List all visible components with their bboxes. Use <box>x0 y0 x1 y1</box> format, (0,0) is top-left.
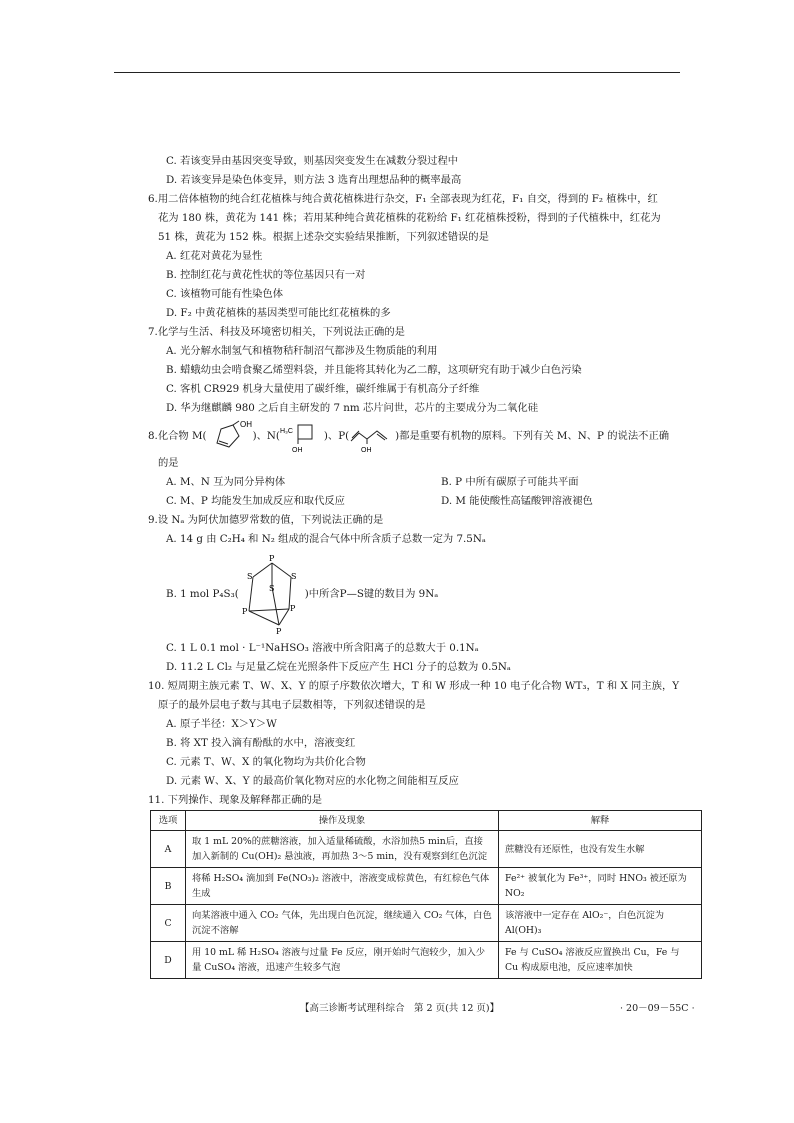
q6-option-a: A. 红花对黄花为显性 <box>166 250 263 262</box>
q8-option-c: C. M、P 均能发生加成反应和取代反应 <box>166 495 345 507</box>
row-operation: 向某溶液中通入 CO₂ 气体，先出现白色沉淀，继续通入 CO₂ 气体，白色沉淀不溶解 <box>186 905 499 942</box>
q10-option-b: B. 将 XT 投入滴有酚酞的水中，溶液变红 <box>166 737 356 749</box>
s-atom-middle: S <box>268 584 275 593</box>
q8-stem-line2: 的是 <box>158 457 179 469</box>
compound-m-structure <box>207 419 253 453</box>
p-atom-right: P <box>289 604 296 613</box>
table-row <box>151 868 702 905</box>
q6-stem-line2: 花为 180 株，黄花为 141 株；若用某种纯合黄花植株的花粉给 F₁ 红花植株授粉，得到的子代植株中，红花为 <box>158 212 661 224</box>
q8-p-label: )、P( <box>323 429 350 442</box>
q7-option-a: A. 光分解水制氢气和植物秸秆制沼气都涉及生物质能的利用 <box>166 345 438 357</box>
q10-stem-line2: 原子的最外层电子数与其电子层数相等，下列叙述错误的是 <box>158 699 426 711</box>
q10-option-c: C. 元素 T、W、X 的氧化物均为共价化合物 <box>166 756 366 768</box>
table-row <box>151 831 702 868</box>
header-option: 选项 <box>151 811 186 831</box>
q6-stem-line1: 6.用二倍体植物的纯合红花植株与纯合黄花植株进行杂交，F₁ 全部表现为红花，F₁ 自交，得到的 F₂ 植株中，红 <box>148 193 658 205</box>
row-operation: 将稀 H₂SO₄ 滴加到 Fe(NO₃)₂ 溶液中，溶液变成棕黄色，有红棕色气体生成 <box>186 868 499 905</box>
q8-stem-end: )都是重要有机物的原料。下列有关 M、N、P 的说法不正确 <box>395 429 670 442</box>
q9-option-b <box>148 549 698 639</box>
q7-stem: 7.化学与生活、科技及环境密切相关，下列说法正确的是 <box>148 326 405 338</box>
header-rule <box>114 72 680 73</box>
header-explanation: 解释 <box>499 811 702 831</box>
p-atom-left: P <box>241 607 248 616</box>
p-atom-bottom: P <box>275 627 282 636</box>
row-explanation: Fe 与 CuSO₄ 溶液反应置换出 Cu，Fe 与 Cu 构成原电池，反应速率加快 <box>499 942 702 979</box>
q8-option-d: D. M 能使酸性高锰酸钾溶液褪色 <box>441 495 593 507</box>
q6-option-c: C. 该植物可能有性染色体 <box>166 288 284 300</box>
header-operation: 操作及现象 <box>186 811 499 831</box>
row-operation: 取 1 mL 20%的蔗糖溶液，加入适量稀硫酸，水浴加热5 min后，直接加入新制的 Cu(OH)₂ 悬浊液，再加热 3～5 min，没有观察到红色沉淀 <box>186 831 499 868</box>
q11-table <box>150 810 702 979</box>
row-option: C <box>151 905 186 942</box>
footer-page-info: 【高三诊断考试理科综合 第 2 页(共 12 页)】 <box>300 1003 500 1014</box>
q6-option-b: B. 控制红花与黄花性状的等位基因只有一对 <box>166 269 366 281</box>
prev-option-c: C. 若该变异由基因突变导致，则基因突变发生在减数分裂过程中 <box>166 155 459 167</box>
table-header-row <box>151 811 702 831</box>
q9-option-b-pre: B. 1 mol P₄S₃( <box>166 587 239 600</box>
q7-option-b: B. 蜡蛾幼虫会啃食聚乙烯塑料袋，并且能将其转化为乙二醇，这项研究有助于减少白色污染 <box>166 364 582 376</box>
q9-stem: 9.设 Nₐ 为阿伏加德罗常数的值，下列说法正确的是 <box>148 514 384 526</box>
q9-option-d: D. 11.2 L Cl₂ 与足量乙烷在光照条件下反应产生 HCl 分子的总数为 0.5Nₐ <box>166 661 511 673</box>
compound-p-structure <box>349 419 395 453</box>
q9-option-b-post: )中所含P—S键的数目为 9Nₐ <box>304 587 439 600</box>
q8-options-row2 <box>148 492 698 511</box>
row-option: B <box>151 868 186 905</box>
s-atom-right: S <box>290 572 297 581</box>
q7-option-d: D. 华为继麒麟 980 之后自主研发的 7 nm 芯片问世，芯片的主要成分为二氧化硅 <box>166 402 539 414</box>
compound-n-ch3: H₃C <box>279 428 293 435</box>
row-option: D <box>151 942 186 979</box>
row-explanation: 蔗糖没有还原性，也没有发生水解 <box>499 831 702 868</box>
q8-option-a: A. M、N 互为同分异构体 <box>166 476 286 488</box>
q8-option-b: B. P 中所有碳原子可能共平面 <box>441 476 579 488</box>
q9-option-c: C. 1 L 0.1 mol · L⁻¹NaHSO₃ 溶液中所含阳离子的总数大于 0.1Nₐ <box>166 642 479 654</box>
p4s3-structure <box>239 551 305 637</box>
compound-m-oh: OH <box>239 420 252 429</box>
compound-p-oh: OH <box>361 447 372 453</box>
table-row <box>151 905 702 942</box>
row-operation: 用 10 mL 稀 H₂SO₄ 溶液与过量 Fe 反应，刚开始时气泡较少，加入少量 CuSO₄ 溶液，迅速产生较多气泡 <box>186 942 499 979</box>
q8-options-row1 <box>148 473 698 492</box>
p-atom-top: P <box>268 554 275 563</box>
q10-option-d: D. 元素 W、X、Y 的最高价氧化物对应的水化物之间能相互反应 <box>166 775 459 787</box>
q10-option-a: A. 原子半径：X＞Y＞W <box>166 718 277 730</box>
compound-n-oh: OH <box>291 447 303 453</box>
q8-n-label: )、N( <box>252 429 280 442</box>
row-explanation: Fe²⁺ 被氧化为 Fe³⁺，同时 HNO₃ 被还原为 NO₂ <box>499 868 702 905</box>
q6-option-d: D. F₂ 中黄花植株的基因类型可能比红花植株的多 <box>166 307 391 319</box>
prev-option-d: D. 若该变异是染色体变异，则方法 3 选育出理想品种的概率最高 <box>166 174 462 186</box>
q10-stem-line1: 10. 短周期主族元素 T、W、X、Y 的原子序数依次增大，T 和 W 形成一种 10 电子化合物 WT₃，T 和 X 同主族，Y <box>148 680 680 692</box>
compound-n-structure <box>280 419 324 453</box>
q8-stem-line1 <box>148 418 698 454</box>
table-row <box>151 942 702 979</box>
row-explanation: 该溶液中一定存在 AlO₂⁻，白色沉淀为Al(OH)₃ <box>499 905 702 942</box>
q11-stem: 11. 下列操作、现象及解释都正确的是 <box>148 794 323 806</box>
footer-code: · 20－09－55C · <box>620 1003 695 1014</box>
row-option: A <box>151 831 186 868</box>
q9-option-a: A. 14 g 由 C₂H₄ 和 N₂ 组成的混合气体中所含质子总数一定为 7.5Nₐ <box>166 533 486 545</box>
exam-content <box>148 152 698 979</box>
s-atom-left: S <box>246 572 253 581</box>
q7-option-c: C. 客机 CR929 机身大量使用了碳纤维，碳纤维属于有机高分子纤维 <box>166 383 480 395</box>
q6-stem-line3: 51 株，黄花为 152 株。根据上述杂交实验结果推断，下列叙述错误的是 <box>158 231 489 243</box>
q8-m-label: 8.化合物 M( <box>148 429 207 442</box>
